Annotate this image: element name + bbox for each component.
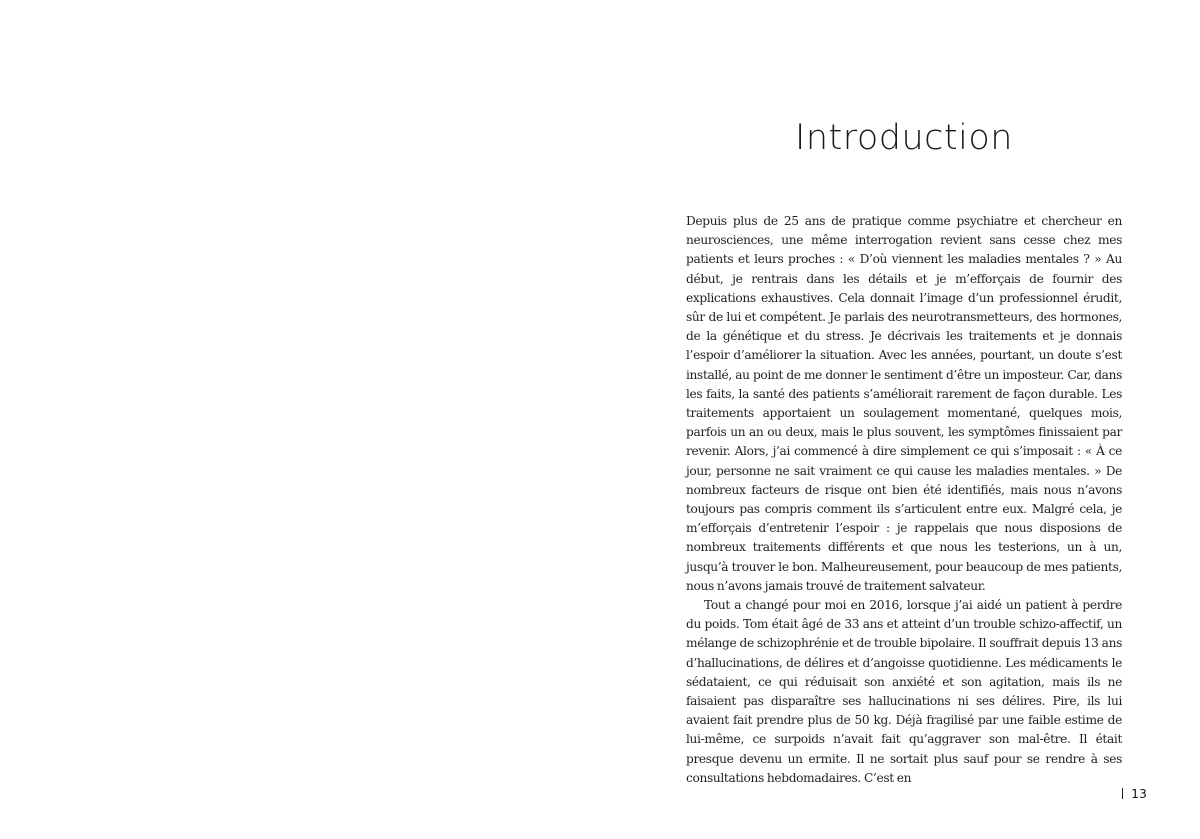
page-number: 13 xyxy=(1131,786,1147,801)
chapter-title: Introduction xyxy=(795,118,1013,158)
paragraph-2: Tout a changé pour moi en 2016, lorsque j’ai aidé un patient à perdre du poids. Tom était âgé de 33 ans et atteint d’un trouble schizo-affectif, un mélange de schizophrénie et de trouble bipolaire. Il souffrait depuis 13 ans d’hallucinations, de délires et d’angoisse quotidienne. Les médicaments le sédataient, ce qui réduisait son anxiété et son agitation, mais ils ne faisaient pas disparaître ses hallucinations ni ses délires. Pire, ils lui avaient fait prendre plus de 50 kg. Déjà fragilisé par une faible estime de lui-même, ce surpoids n’avait fait qu’aggraver son mal-être. Il était presque devenu un ermite. Il ne sortait plus sauf pour se rendre à ses consultations hebdomadaires. C’est en xyxy=(686,598,1122,785)
page-folio xyxy=(1122,786,1147,801)
folio-rule xyxy=(1122,788,1123,799)
body-text xyxy=(686,212,1122,788)
right-page xyxy=(600,0,1200,839)
paragraph-1: Depuis plus de 25 ans de pratique comme psychiatre et chercheur en neurosciences, une même interrogation revient sans cesse chez mes patients et leurs proches : « D’où viennent les maladies mentales ? » Au début, je rentrais dans les détails et je m’efforçais de fournir des explications exhaustives. Cela donnait l’image d’un professionnel érudit, sûr de lui et compétent. Je parlais des neurotransmetteurs, des hormones, de la génétique et du stress. Je décrivais les traitements et je donnais l’espoir d’améliorer la situation. Avec les années, pourtant, un doute s’est installé, au point de me donner le sentiment d’être un imposteur. Car, dans les faits, la santé des patients s’améliorait rarement de façon durable. Les traitements apportaient un soulagement momentané, quelques mois, parfois un an ou deux, mais le plus souvent, les symptômes finissaient par revenir. Alors, j’ai commencé à dire simplement ce qui s’imposait : « À ce jour, personne ne sait vraiment ce qui cause les maladies mentales. » De nombreux facteurs de risque ont bien été identifiés, mais nous n’avons toujours pas compris comment ils s’articulent entre eux. Malgré cela, je m’efforçais d’entretenir l’espoir : je rappelais que nous disposions de nombreux traitements différents et que nous les testerions, un à un, jusqu’à trouver le bon. Malheureusement, pour beaucoup de mes patients, nous n’avons jamais trouvé de traitement salvateur. xyxy=(686,214,1122,593)
